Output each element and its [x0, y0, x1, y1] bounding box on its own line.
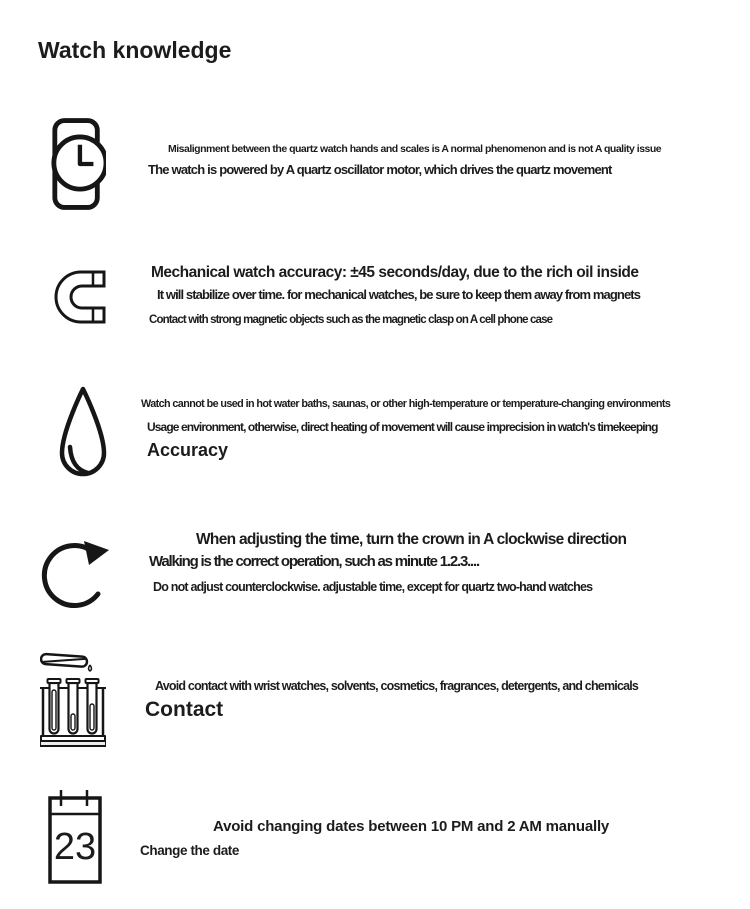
heading-text: Avoid changing dates between 10 PM and 2 AM manually	[213, 818, 610, 835]
sub-text: Usage environment, otherwise, direct heating of movement will cause imprecision in watch's timekeeping	[147, 420, 658, 434]
calendar-icon	[47, 786, 103, 886]
keyword-text: Contact	[145, 698, 224, 721]
keyword-text: Accuracy	[147, 440, 229, 460]
heading-text: The watch is powered by A quartz oscillator motor, which drives the quartz movement	[148, 162, 612, 177]
heading-text: Mechanical watch accuracy: ±45 seconds/day, due to the rich oil inside	[151, 264, 639, 281]
calendar-day-text: 23	[53, 826, 97, 868]
note-text: Contact with strong magnetic objects such as the magnetic clasp on A cell phone case	[149, 314, 553, 326]
sub-text: Walking is the correct operation, such as minute 1.2.3....	[149, 553, 479, 570]
note-text: Avoid contact with wrist watches, solvents, cosmetics, fragrances, detergents, and chemicals	[155, 679, 639, 693]
page-title: Watch knowledge	[38, 37, 232, 63]
clockwise-arrow-icon	[41, 528, 111, 614]
wristwatch-icon	[50, 116, 106, 212]
test-tubes-icon	[40, 648, 106, 748]
sub-text: It will stabilize over time. for mechanical watches, be sure to keep them away from magnets	[157, 287, 641, 302]
heading-text: When adjusting the time, turn the crown in A clockwise direction	[196, 531, 627, 548]
note-text: Watch cannot be used in hot water baths, saunas, or other high-temperature or temperature-changing environments	[141, 398, 671, 410]
note-text: Misalignment between the quartz watch hands and scales is A normal phenomenon and is not A quality issue	[168, 143, 662, 155]
magnet-icon	[54, 268, 106, 328]
water-drop-icon	[57, 384, 109, 484]
note-text: Do not adjust counterclockwise. adjustable time, except for quartz two-hand watches	[153, 580, 593, 594]
sub-text: Change the date	[140, 843, 240, 858]
